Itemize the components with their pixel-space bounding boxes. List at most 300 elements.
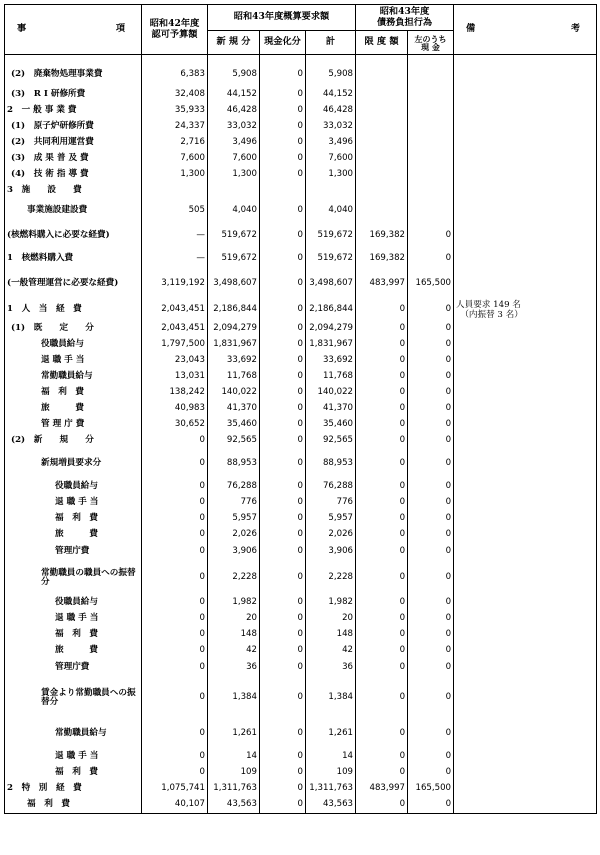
spacer-cell — [5, 55, 142, 65]
spacer-cell — [356, 55, 408, 65]
within-cell — [408, 119, 454, 135]
new-cell: 5,957 — [208, 511, 260, 527]
new-cell: 1,831,967 — [208, 337, 260, 353]
cash-cell: 0 — [260, 249, 306, 269]
new-cell: 109 — [208, 765, 260, 781]
header-item-a: 事 — [17, 23, 27, 35]
total-cell: 1,831,967 — [306, 337, 356, 353]
within-cell: 0 — [408, 337, 454, 353]
new-cell: 7,600 — [208, 151, 260, 167]
prev-budget-cell: 0 — [142, 643, 208, 659]
new-cell: 46,428 — [208, 103, 260, 119]
new-cell: 519,672 — [208, 249, 260, 269]
cash-cell: 0 — [260, 86, 306, 103]
remarks-cell — [454, 677, 597, 719]
header-item-b: 項 — [115, 23, 125, 35]
total-cell: 4,040 — [306, 199, 356, 223]
limit-cell: 0 — [356, 543, 408, 561]
new-cell: 14 — [208, 749, 260, 765]
limit-cell: 0 — [356, 527, 408, 543]
remarks-cell — [454, 595, 597, 611]
table-row — [5, 86, 597, 103]
prev-budget-cell: 13,031 — [142, 369, 208, 385]
new-cell: 1,311,763 — [208, 781, 260, 797]
prev-budget-cell: 0 — [142, 543, 208, 561]
new-cell: 35,460 — [208, 417, 260, 433]
cash-cell: 0 — [260, 199, 306, 223]
remarks-cell — [454, 86, 597, 103]
prev-budget-cell: 3,119,192 — [142, 269, 208, 299]
item-label: 福 利 費 — [5, 627, 142, 643]
prev-budget-cell: 35,933 — [142, 103, 208, 119]
total-cell: 2,186,844 — [306, 299, 356, 320]
limit-cell — [356, 103, 408, 119]
spacer-cell — [408, 55, 454, 65]
within-cell — [408, 103, 454, 119]
item-label: 管理庁費 — [5, 543, 142, 561]
cash-cell: 0 — [260, 719, 306, 749]
new-cell: 1,384 — [208, 677, 260, 719]
within-cell — [408, 151, 454, 167]
limit-cell — [356, 167, 408, 183]
within-cell: 0 — [408, 627, 454, 643]
limit-cell: 0 — [356, 765, 408, 781]
table-row — [5, 151, 597, 167]
spacer-cell — [260, 55, 306, 65]
new-cell: 1,982 — [208, 595, 260, 611]
total-cell: 3,498,607 — [306, 269, 356, 299]
total-cell: 46,428 — [306, 103, 356, 119]
remarks-cell — [454, 479, 597, 495]
item-label: 管理庁費 — [5, 659, 142, 677]
prev-budget-cell: 1,300 — [142, 167, 208, 183]
prev-budget-cell: 0 — [142, 433, 208, 449]
prev-budget-cell: 32,408 — [142, 86, 208, 103]
total-cell: 2,094,279 — [306, 320, 356, 337]
remarks-cell — [454, 320, 597, 337]
cash-cell: 0 — [260, 433, 306, 449]
prev-budget-cell: 0 — [142, 449, 208, 479]
limit-cell: 0 — [356, 385, 408, 401]
item-label: 常勤職員給与 — [5, 369, 142, 385]
remarks-cell — [454, 119, 597, 135]
table-body — [5, 55, 597, 814]
table-row — [5, 369, 597, 385]
remarks-cell — [454, 385, 597, 401]
table-row — [5, 561, 597, 595]
item-label: (3) R I 研修所費 — [5, 86, 142, 103]
within-cell: 0 — [408, 479, 454, 495]
cash-cell: 0 — [260, 595, 306, 611]
cash-cell: 0 — [260, 611, 306, 627]
cash-cell: 0 — [260, 269, 306, 299]
table-row — [5, 627, 597, 643]
table-row — [5, 749, 597, 765]
item-label: 退 職 手 当 — [5, 495, 142, 511]
remarks-cell — [454, 183, 597, 199]
prev-budget-cell: 2,716 — [142, 135, 208, 151]
table-row — [5, 611, 597, 627]
remarks-cell — [454, 627, 597, 643]
limit-cell — [356, 183, 408, 199]
limit-cell: 169,382 — [356, 223, 408, 249]
cash-cell: 0 — [260, 119, 306, 135]
total-cell: 35,460 — [306, 417, 356, 433]
spacer-cell — [454, 55, 597, 65]
new-cell: 41,370 — [208, 401, 260, 417]
new-cell: 2,026 — [208, 527, 260, 543]
within-cell: 165,500 — [408, 269, 454, 299]
cash-cell: 0 — [260, 449, 306, 479]
limit-cell: 0 — [356, 511, 408, 527]
limit-cell: 0 — [356, 719, 408, 749]
table-row — [5, 719, 597, 749]
within-cell — [408, 64, 454, 86]
within-cell: 0 — [408, 353, 454, 369]
cash-cell: 0 — [260, 797, 306, 813]
total-cell: 33,692 — [306, 353, 356, 369]
within-cell: 0 — [408, 449, 454, 479]
within-cell: 0 — [408, 417, 454, 433]
prev-budget-cell: 0 — [142, 511, 208, 527]
item-label: 2 一 般 事 業 費 — [5, 103, 142, 119]
within-cell: 165,500 — [408, 781, 454, 797]
within-cell: 0 — [408, 511, 454, 527]
new-cell: 519,672 — [208, 223, 260, 249]
prev-budget-cell: 0 — [142, 627, 208, 643]
header-item — [5, 5, 142, 55]
new-cell: 3,496 — [208, 135, 260, 151]
cash-cell: 0 — [260, 385, 306, 401]
new-cell: 2,186,844 — [208, 299, 260, 320]
limit-cell: 0 — [356, 449, 408, 479]
remarks-cell — [454, 749, 597, 765]
within-cell: 0 — [408, 401, 454, 417]
header-limit: 限 度 額 — [356, 31, 408, 55]
prev-budget-cell: 1,075,741 — [142, 781, 208, 797]
prev-budget-cell: 0 — [142, 765, 208, 781]
total-cell: 43,563 — [306, 797, 356, 813]
total-cell: 519,672 — [306, 249, 356, 269]
total-cell: 2,026 — [306, 527, 356, 543]
total-cell: 11,768 — [306, 369, 356, 385]
remarks-cell — [454, 765, 597, 781]
prev-budget-cell: 0 — [142, 719, 208, 749]
item-label: 賃金より常勤職員への振替分 — [5, 677, 142, 719]
item-label: 福 利 費 — [5, 511, 142, 527]
total-cell: 42 — [306, 643, 356, 659]
table-row — [5, 417, 597, 433]
new-cell: 148 — [208, 627, 260, 643]
table-row — [5, 135, 597, 151]
item-label: 常勤職員給与 — [5, 719, 142, 749]
table-row — [5, 269, 597, 299]
table-row — [5, 659, 597, 677]
prev-budget-cell: 0 — [142, 561, 208, 595]
cash-cell: 0 — [260, 765, 306, 781]
within-cell — [408, 183, 454, 199]
item-label: (1) 既 定 分 — [5, 320, 142, 337]
table-row — [5, 385, 597, 401]
total-cell: 776 — [306, 495, 356, 511]
limit-cell — [356, 64, 408, 86]
table-row — [5, 643, 597, 659]
table-row — [5, 223, 597, 249]
new-cell — [208, 183, 260, 199]
prev-budget-cell: — — [142, 223, 208, 249]
new-cell: 42 — [208, 643, 260, 659]
total-cell: 88,953 — [306, 449, 356, 479]
remarks-cell — [454, 449, 597, 479]
within-cell — [408, 135, 454, 151]
new-cell: 5,908 — [208, 64, 260, 86]
item-label: 事業施設建設費 — [5, 199, 142, 223]
prev-budget-cell: 6,383 — [142, 64, 208, 86]
within-cell: 0 — [408, 659, 454, 677]
prev-budget-cell: 0 — [142, 677, 208, 719]
cash-cell: 0 — [260, 643, 306, 659]
total-cell: 7,600 — [306, 151, 356, 167]
remarks-cell — [454, 495, 597, 511]
remarks-cell — [454, 719, 597, 749]
cash-cell: 0 — [260, 659, 306, 677]
cash-cell: 0 — [260, 223, 306, 249]
header-remarks — [454, 5, 597, 55]
remarks-cell — [454, 353, 597, 369]
new-cell: 1,261 — [208, 719, 260, 749]
remarks-cell — [454, 781, 597, 797]
item-label: 旅 費 — [5, 643, 142, 659]
limit-cell — [356, 86, 408, 103]
limit-cell: 0 — [356, 320, 408, 337]
remarks-cell — [454, 337, 597, 353]
remarks-cell — [454, 417, 597, 433]
remarks-cell — [454, 369, 597, 385]
prev-budget-cell: 0 — [142, 659, 208, 677]
table-row — [5, 199, 597, 223]
table-row — [5, 64, 597, 86]
header-cash: 現金化分 — [260, 31, 306, 55]
limit-cell: 0 — [356, 749, 408, 765]
within-cell: 0 — [408, 561, 454, 595]
total-cell: 36 — [306, 659, 356, 677]
remarks-cell — [454, 167, 597, 183]
table-row — [5, 781, 597, 797]
item-label: 1 核燃料購入費 — [5, 249, 142, 269]
cash-cell: 0 — [260, 627, 306, 643]
limit-cell: 0 — [356, 353, 408, 369]
new-cell: 4,040 — [208, 199, 260, 223]
within-cell: 0 — [408, 369, 454, 385]
within-cell: 0 — [408, 719, 454, 749]
total-cell: 1,982 — [306, 595, 356, 611]
table-row — [5, 479, 597, 495]
limit-cell — [356, 199, 408, 223]
item-label: (1) 原子炉研修所費 — [5, 119, 142, 135]
cash-cell: 0 — [260, 495, 306, 511]
limit-cell: 0 — [356, 495, 408, 511]
new-cell: 140,022 — [208, 385, 260, 401]
within-cell — [408, 86, 454, 103]
item-label: 3 施 設 費 — [5, 183, 142, 199]
within-cell: 0 — [408, 643, 454, 659]
remarks-cell — [454, 249, 597, 269]
item-label: 退 職 手 当 — [5, 749, 142, 765]
remarks-cell — [454, 103, 597, 119]
total-cell — [306, 183, 356, 199]
cash-cell: 0 — [260, 677, 306, 719]
remarks-cell — [454, 269, 597, 299]
new-cell: 33,692 — [208, 353, 260, 369]
prev-budget-cell: 30,652 — [142, 417, 208, 433]
within-cell: 0 — [408, 320, 454, 337]
total-cell: 76,288 — [306, 479, 356, 495]
table-row — [5, 495, 597, 511]
item-label: (4) 技 術 指 導 費 — [5, 167, 142, 183]
item-label: 福 利 費 — [5, 765, 142, 781]
limit-cell — [356, 135, 408, 151]
limit-cell: 483,997 — [356, 781, 408, 797]
within-cell: 0 — [408, 797, 454, 813]
header-request-group: 昭和43年度概算要求額 — [208, 5, 356, 31]
remarks-cell: 人員要求 149 名 （内振替 3 名） — [454, 299, 597, 320]
header-remarks-b: 考 — [570, 23, 581, 35]
limit-cell: 0 — [356, 797, 408, 813]
new-cell: 3,906 — [208, 543, 260, 561]
total-cell: 519,672 — [306, 223, 356, 249]
table-row — [5, 511, 597, 527]
remarks-cell — [454, 151, 597, 167]
table-row — [5, 543, 597, 561]
total-cell: 3,496 — [306, 135, 356, 151]
spacer-cell — [142, 55, 208, 65]
new-cell: 1,300 — [208, 167, 260, 183]
item-label: 管 理 庁 費 — [5, 417, 142, 433]
table-row — [5, 299, 597, 320]
table-row — [5, 449, 597, 479]
item-label: (2) 共同利用運営費 — [5, 135, 142, 151]
limit-cell: 169,382 — [356, 249, 408, 269]
prev-budget-cell: 23,043 — [142, 353, 208, 369]
limit-cell: 0 — [356, 369, 408, 385]
prev-budget-cell: 2,043,451 — [142, 299, 208, 320]
prev-budget-cell: 24,337 — [142, 119, 208, 135]
header-remarks-a: 備 — [466, 23, 476, 35]
limit-cell: 0 — [356, 299, 408, 320]
total-cell: 1,311,763 — [306, 781, 356, 797]
remarks-cell — [454, 543, 597, 561]
within-cell: 0 — [408, 433, 454, 449]
header-new: 新 規 分 — [208, 31, 260, 55]
cash-cell: 0 — [260, 299, 306, 320]
limit-cell: 0 — [356, 677, 408, 719]
cash-cell: 0 — [260, 479, 306, 495]
remarks-cell — [454, 511, 597, 527]
within-cell: 0 — [408, 249, 454, 269]
cash-cell: 0 — [260, 401, 306, 417]
prev-budget-cell: 138,242 — [142, 385, 208, 401]
item-label: (2) 廃棄物処理事業費 — [5, 64, 142, 86]
new-cell: 88,953 — [208, 449, 260, 479]
limit-cell: 0 — [356, 595, 408, 611]
cash-cell: 0 — [260, 320, 306, 337]
new-cell: 92,565 — [208, 433, 260, 449]
total-cell: 5,957 — [306, 511, 356, 527]
prev-budget-cell: 505 — [142, 199, 208, 223]
within-cell: 0 — [408, 749, 454, 765]
item-label: (3) 成 果 普 及 費 — [5, 151, 142, 167]
item-label: (2) 新 規 分 — [5, 433, 142, 449]
total-cell: 92,565 — [306, 433, 356, 449]
header-total: 計 — [306, 31, 356, 55]
limit-cell: 0 — [356, 611, 408, 627]
spacer-cell — [306, 55, 356, 65]
item-label: 旅 費 — [5, 401, 142, 417]
table-row — [5, 320, 597, 337]
table-row — [5, 527, 597, 543]
new-cell: 43,563 — [208, 797, 260, 813]
new-cell: 20 — [208, 611, 260, 627]
item-label: 役職員給与 — [5, 337, 142, 353]
within-cell — [408, 199, 454, 223]
limit-cell: 0 — [356, 627, 408, 643]
cash-cell: 0 — [260, 561, 306, 595]
remarks-cell — [454, 659, 597, 677]
remarks-cell — [454, 433, 597, 449]
budget-table — [4, 4, 597, 814]
new-cell: 44,152 — [208, 86, 260, 103]
prev-budget-cell: 0 — [142, 595, 208, 611]
header-prev-budget: 昭和42年度 認可予算額 — [142, 5, 208, 55]
new-cell: 2,228 — [208, 561, 260, 595]
within-cell — [408, 167, 454, 183]
remarks-cell — [454, 199, 597, 223]
item-label: 福 利 費 — [5, 797, 142, 813]
header-within: 左のうち 現 金 — [408, 31, 454, 55]
prev-budget-cell: 40,983 — [142, 401, 208, 417]
remarks-cell — [454, 223, 597, 249]
within-cell: 0 — [408, 543, 454, 561]
prev-budget-cell: 0 — [142, 495, 208, 511]
remarks-cell — [454, 561, 597, 595]
table-row — [5, 677, 597, 719]
cash-cell: 0 — [260, 337, 306, 353]
limit-cell: 0 — [356, 401, 408, 417]
prev-budget-cell: 1,797,500 — [142, 337, 208, 353]
total-cell: 44,152 — [306, 86, 356, 103]
item-label: 旅 費 — [5, 527, 142, 543]
cash-cell: 0 — [260, 781, 306, 797]
within-cell: 0 — [408, 299, 454, 320]
within-cell: 0 — [408, 385, 454, 401]
limit-cell: 0 — [356, 643, 408, 659]
total-cell: 1,261 — [306, 719, 356, 749]
item-label: 常勤職員の職員への振替分 — [5, 561, 142, 595]
item-label: (一般管理運営に必要な経費) — [5, 269, 142, 299]
total-cell: 3,906 — [306, 543, 356, 561]
table-row — [5, 353, 597, 369]
total-cell: 20 — [306, 611, 356, 627]
prev-budget-cell: 7,600 — [142, 151, 208, 167]
table-row — [5, 433, 597, 449]
remarks-cell — [454, 797, 597, 813]
total-cell: 33,032 — [306, 119, 356, 135]
prev-budget-cell: — — [142, 249, 208, 269]
prev-budget-cell: 0 — [142, 527, 208, 543]
remarks-cell — [454, 401, 597, 417]
limit-cell: 0 — [356, 659, 408, 677]
new-cell: 2,094,279 — [208, 320, 260, 337]
